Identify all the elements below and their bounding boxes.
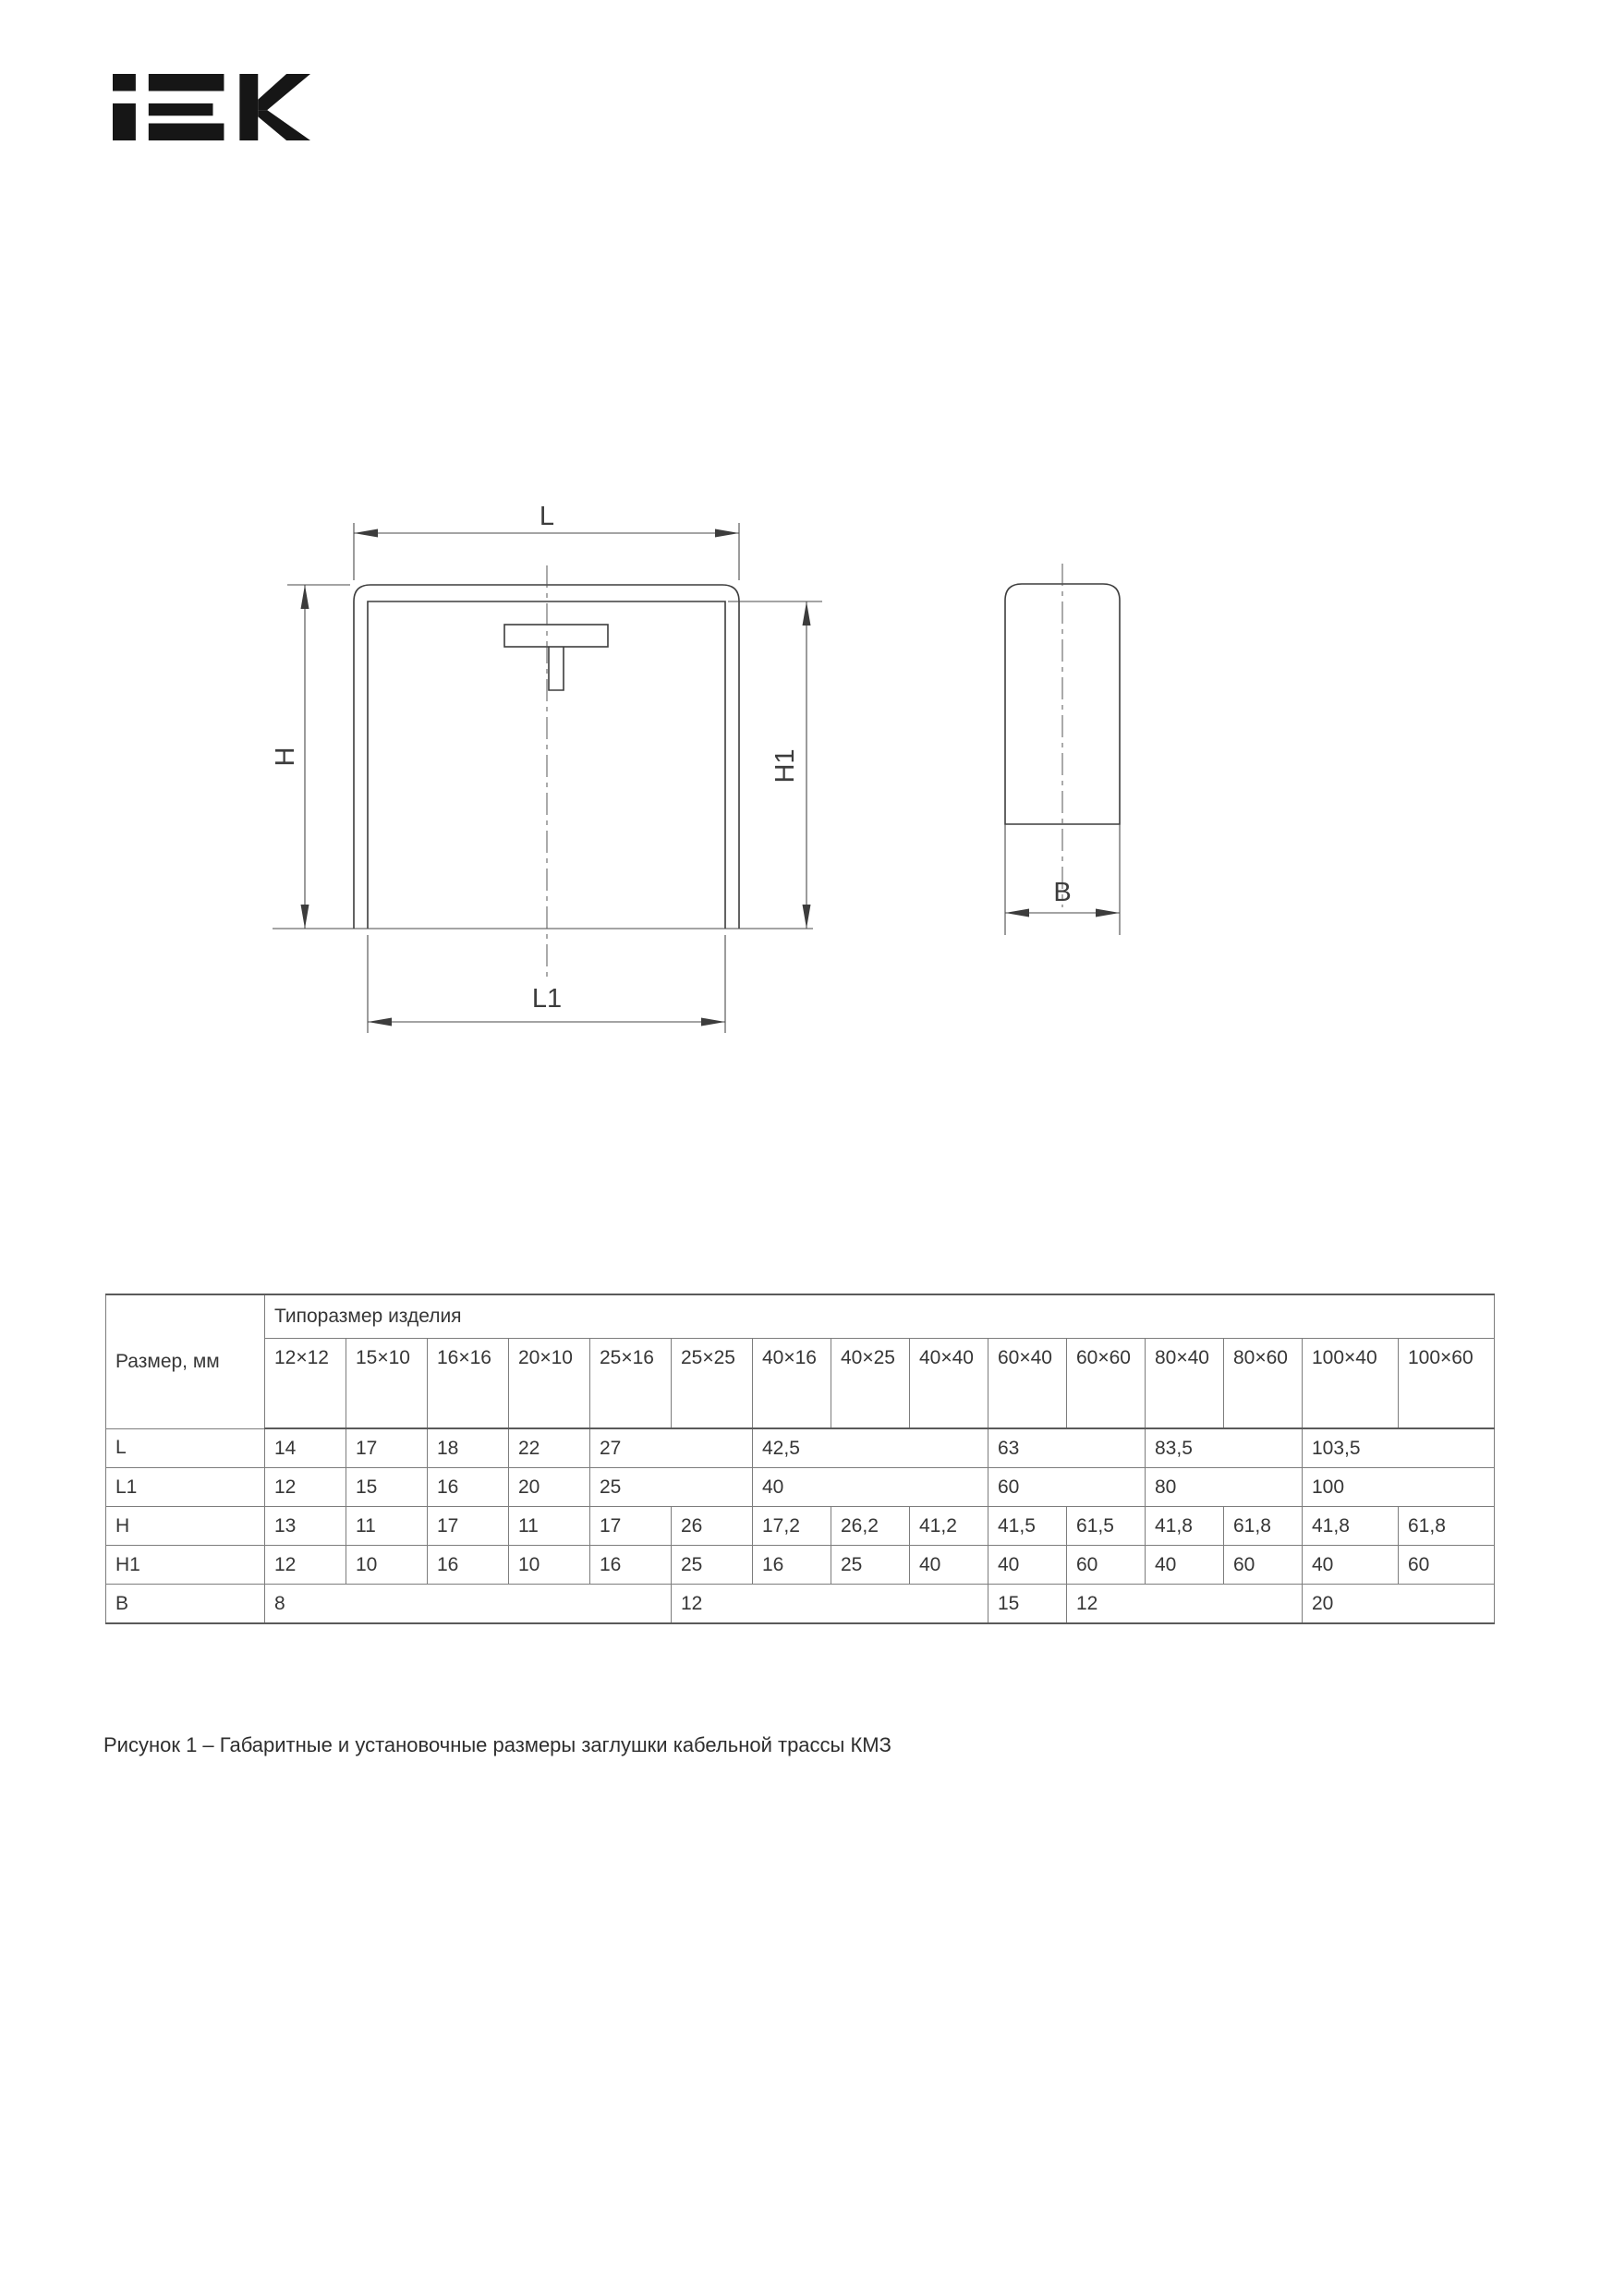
iek-logo-glyphs bbox=[113, 74, 310, 140]
table-cell: 100 bbox=[1303, 1468, 1495, 1507]
figure-caption: Рисунок 1 – Габаритные и установочные размеры заглушки кабельной трассы КМЗ bbox=[103, 1733, 891, 1756]
table-cell: 16 bbox=[428, 1468, 509, 1507]
table-cell: 17 bbox=[428, 1507, 509, 1546]
dim-H1-arrow-top bbox=[803, 601, 811, 626]
table-cell: 12 bbox=[672, 1585, 988, 1624]
table-cell: 11 bbox=[509, 1507, 590, 1546]
table-cell: 26 bbox=[672, 1507, 753, 1546]
table-cell: 40 bbox=[988, 1546, 1067, 1585]
dim-B-arrow-left bbox=[1005, 909, 1029, 917]
dim-label-H1: H1 bbox=[770, 748, 800, 784]
table-cell: 60 bbox=[1224, 1546, 1303, 1585]
dim-label-B: B bbox=[1053, 878, 1072, 907]
size-column-header: 80×60 bbox=[1224, 1339, 1303, 1429]
table-cell: 61,5 bbox=[1067, 1507, 1146, 1546]
size-column-header: 15×10 bbox=[346, 1339, 428, 1429]
table-cell: 16 bbox=[590, 1546, 672, 1585]
table-cell: 25 bbox=[590, 1468, 753, 1507]
table-cell: 13 bbox=[265, 1507, 346, 1546]
table-cell: 10 bbox=[509, 1546, 590, 1585]
size-column-header: 40×16 bbox=[753, 1339, 831, 1429]
table-cell: 61,8 bbox=[1399, 1507, 1495, 1546]
row-label: L1 bbox=[106, 1468, 265, 1507]
size-column-header: 12×12 bbox=[265, 1339, 346, 1429]
table-cell: 17 bbox=[590, 1507, 672, 1546]
table-cell: 8 bbox=[265, 1585, 672, 1624]
table-cell: 60 bbox=[988, 1468, 1146, 1507]
dim-H1-arrow-bottom bbox=[803, 905, 811, 929]
table-cell: 25 bbox=[672, 1546, 753, 1585]
table-cell: 20 bbox=[1303, 1585, 1495, 1624]
dim-label-L1: L1 bbox=[531, 984, 563, 1014]
table-cell: 41,8 bbox=[1146, 1507, 1224, 1546]
size-column-header: 60×40 bbox=[988, 1339, 1067, 1429]
table-row bbox=[106, 1468, 1495, 1507]
size-column-header: 25×16 bbox=[590, 1339, 672, 1429]
size-column-header: 100×40 bbox=[1303, 1339, 1399, 1429]
table-cell: 80 bbox=[1146, 1468, 1303, 1507]
row-label: H1 bbox=[106, 1546, 265, 1585]
row-label: B bbox=[106, 1585, 265, 1624]
size-column-header: 25×25 bbox=[672, 1339, 753, 1429]
table-cell: 15 bbox=[346, 1468, 428, 1507]
table-cell: 27 bbox=[590, 1428, 753, 1468]
dim-H-arrow-top bbox=[301, 585, 309, 609]
table-row bbox=[106, 1546, 1495, 1585]
table-cell: 14 bbox=[265, 1428, 346, 1468]
dimension-drawing-svg bbox=[259, 504, 1155, 1053]
table-cell: 12 bbox=[265, 1546, 346, 1585]
table-cell: 41,2 bbox=[910, 1507, 988, 1546]
dim-L-arrow-right bbox=[715, 529, 739, 538]
table-cell: 20 bbox=[509, 1468, 590, 1507]
table-cell: 10 bbox=[346, 1546, 428, 1585]
table-cell: 40 bbox=[1303, 1546, 1399, 1585]
table-row bbox=[106, 1507, 1495, 1546]
group-header-cell: Типоразмер изделия bbox=[265, 1294, 1495, 1339]
dim-label-L: L bbox=[539, 504, 555, 531]
table-cell: 60 bbox=[1399, 1546, 1495, 1585]
table-cell: 40 bbox=[910, 1546, 988, 1585]
table-cell: 63 bbox=[988, 1428, 1146, 1468]
table-cell: 18 bbox=[428, 1428, 509, 1468]
size-column-header: 20×10 bbox=[509, 1339, 590, 1429]
table-cell: 17 bbox=[346, 1428, 428, 1468]
table-cell: 15 bbox=[988, 1585, 1067, 1624]
table-cell: 83,5 bbox=[1146, 1428, 1303, 1468]
size-column-header: 100×60 bbox=[1399, 1339, 1495, 1429]
table-header-row-2 bbox=[106, 1339, 1495, 1429]
table-row bbox=[106, 1585, 1495, 1624]
table-cell: 61,8 bbox=[1224, 1507, 1303, 1546]
dim-L1-arrow-left bbox=[368, 1018, 392, 1027]
dim-H-arrow-bottom bbox=[301, 905, 309, 929]
iek-logo bbox=[113, 74, 310, 140]
size-column-header: 16×16 bbox=[428, 1339, 509, 1429]
table-cell: 11 bbox=[346, 1507, 428, 1546]
dim-B-arrow-right bbox=[1096, 909, 1120, 917]
table-row bbox=[106, 1428, 1495, 1468]
dimensions-table bbox=[105, 1294, 1495, 1624]
corner-header-cell: Размер, мм bbox=[106, 1294, 265, 1428]
size-column-header: 40×25 bbox=[831, 1339, 910, 1429]
dim-label-H: H bbox=[271, 747, 300, 767]
latch-stem bbox=[549, 647, 564, 690]
table-cell: 12 bbox=[265, 1468, 346, 1507]
row-label: H bbox=[106, 1507, 265, 1546]
table-cell: 16 bbox=[428, 1546, 509, 1585]
table-cell: 41,8 bbox=[1303, 1507, 1399, 1546]
table-header-row-1 bbox=[106, 1294, 1495, 1339]
table-cell: 60 bbox=[1067, 1546, 1146, 1585]
size-column-header: 80×40 bbox=[1146, 1339, 1224, 1429]
table-cell: 25 bbox=[831, 1546, 910, 1585]
table-cell: 103,5 bbox=[1303, 1428, 1495, 1468]
dim-L1-arrow-right bbox=[701, 1018, 725, 1027]
table-cell: 40 bbox=[1146, 1546, 1224, 1585]
table-cell: 42,5 bbox=[753, 1428, 988, 1468]
table-cell: 26,2 bbox=[831, 1507, 910, 1546]
table-cell: 41,5 bbox=[988, 1507, 1067, 1546]
latch-bar bbox=[504, 625, 608, 647]
dim-L-arrow-left bbox=[354, 529, 378, 538]
table-cell: 12 bbox=[1067, 1585, 1303, 1624]
size-column-header: 60×60 bbox=[1067, 1339, 1146, 1429]
table-body bbox=[106, 1428, 1495, 1623]
table-cell: 40 bbox=[753, 1468, 988, 1507]
table-cell: 22 bbox=[509, 1428, 590, 1468]
technical-drawing bbox=[259, 504, 1155, 1053]
table-cell: 17,2 bbox=[753, 1507, 831, 1546]
size-column-header: 40×40 bbox=[910, 1339, 988, 1429]
table-cell: 16 bbox=[753, 1546, 831, 1585]
row-label: L bbox=[106, 1428, 265, 1468]
